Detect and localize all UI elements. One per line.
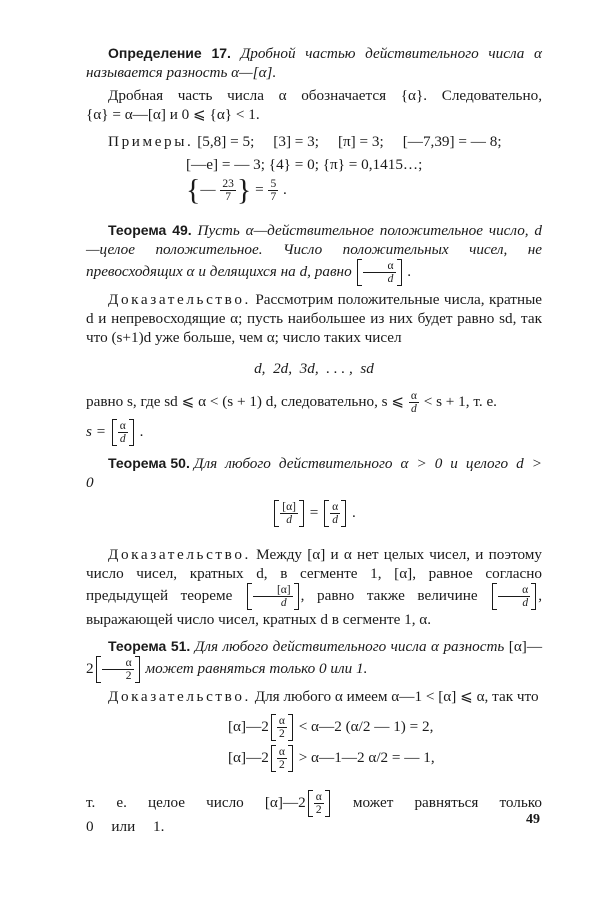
fraction: $\frac{5}{7}$ [270, 178, 277, 203]
theorem-49: Теорема 49. Пусть α—действительное положительное число, d—целое положительное. Число положительных чисел, не превосходящих α и делящихся на d, равно $\frac{\alpha}{d}$ . [86, 222, 543, 285]
theorem-label: Теорема 50. [108, 455, 190, 471]
theorem-49-proof-cont: равно s, где sd ⩽ α < (s + 1) d, следовательно, s ⩽ $\frac{\alpha}{d}$ < s + 1, т. е. [86, 390, 497, 415]
theorem-label: Теорема 51. [108, 638, 191, 654]
definition-label: Определение 17. [108, 45, 231, 61]
theorem-51-inequalities [86, 714, 542, 772]
fraction-part-formula: {α} = α—[α] и 0 ⩽ {α} < 1. [86, 106, 260, 123]
theorem-50-proof: Доказательство. Между [α] и α нет целых чисел, и поэтому число чисел, кратных d, в сегменте 1, [α], равное согласно предыдущей теореме $\frac{[\alpha]}{d}$ , равно также величине $\frac{\alpha}{d}$ , выражающей число чисел, кратных d в сегменте 1, α. [86, 546, 543, 628]
floor-bracket: $\frac{\alpha}{d}$ [357, 259, 401, 286]
examples-line-2: [—e] = — 3; {4} = 0; {π} = 0,1415…; [186, 156, 423, 173]
proof-label: Доказательство. [108, 688, 251, 705]
theorem-51-proof: Доказательство. Для любого α имеем α—1 < [α] ⩽ α, так что [108, 688, 539, 705]
multiples-sequence: d, 2d, 3d, . . . , sd [254, 360, 374, 377]
theorem-text: Пусть α—действительное положительное число, d—целое положительное. Число положительных чисел, не превосходящих α и делящихся на d, равно [86, 222, 543, 280]
inequality-2: [α]—2 $\frac{\alpha}{2}$ > α—1—2 α/2 = — 1, [228, 746, 435, 771]
proof-label: Доказательство. [108, 546, 251, 563]
definition-text: Дробной частью действительного числа α называется разность α—[α]. [86, 45, 542, 81]
inequality-1: [α]—2 $\frac{\alpha}{2}$ < α—2 (α/2 — 1) = 2, [228, 715, 434, 740]
definition-17 [86, 44, 542, 82]
book-page [86, 44, 542, 836]
proof-label: Доказательство. [108, 291, 251, 308]
fraction: $\frac{23}{7}$ [222, 178, 234, 203]
theorem-51: Теорема 51. Для любого действительного числа α разность [α]—2 $\frac{\alpha}{2}$ может равняться только 0 или 1. [86, 638, 543, 682]
examples-line-3: {— $\frac{23}{7}$ } = $\frac{5}{7}$ . [186, 173, 287, 207]
theorem-50-formula: $\frac{[\alpha]}{d}$ = $\frac{\alpha}{d}$ . [86, 500, 542, 527]
theorem-49-result: s = $\frac{\alpha}{d}$ . [86, 420, 144, 445]
definition-notation: Дробная часть числа α обозначается {α}. Следовательно, {α} = α—[α] и 0 ⩽ {α} < 1. [86, 87, 542, 123]
theorem-51-conclusion: т. е. целое число [α]—2 $\frac{\alpha}{2}$ может равняться только 0 или 1. [86, 791, 542, 835]
theorem-49-proof: Доказательство. Рассмотрим положительные числа, кратные d и непревосходящие α; пусть наибольшее из них будет равно sd, так что (s+1)d уже больше, чем α; число таких чисел [86, 291, 543, 346]
examples-line-1: Примеры. [5,8] = 5; [3] = 3; [π] = 3; [—7,39] = — 8; [108, 133, 502, 150]
floor-bracket: $\frac{\alpha}{d}$ [112, 419, 134, 446]
theorem-50 [86, 454, 542, 492]
page-number: 49 [526, 812, 540, 827]
examples-label: Примеры. [108, 133, 194, 150]
theorem-text: Для любого действительного α > 0 и целого d > 0 [86, 455, 542, 491]
theorem-label: Теорема 49. [108, 222, 192, 238]
